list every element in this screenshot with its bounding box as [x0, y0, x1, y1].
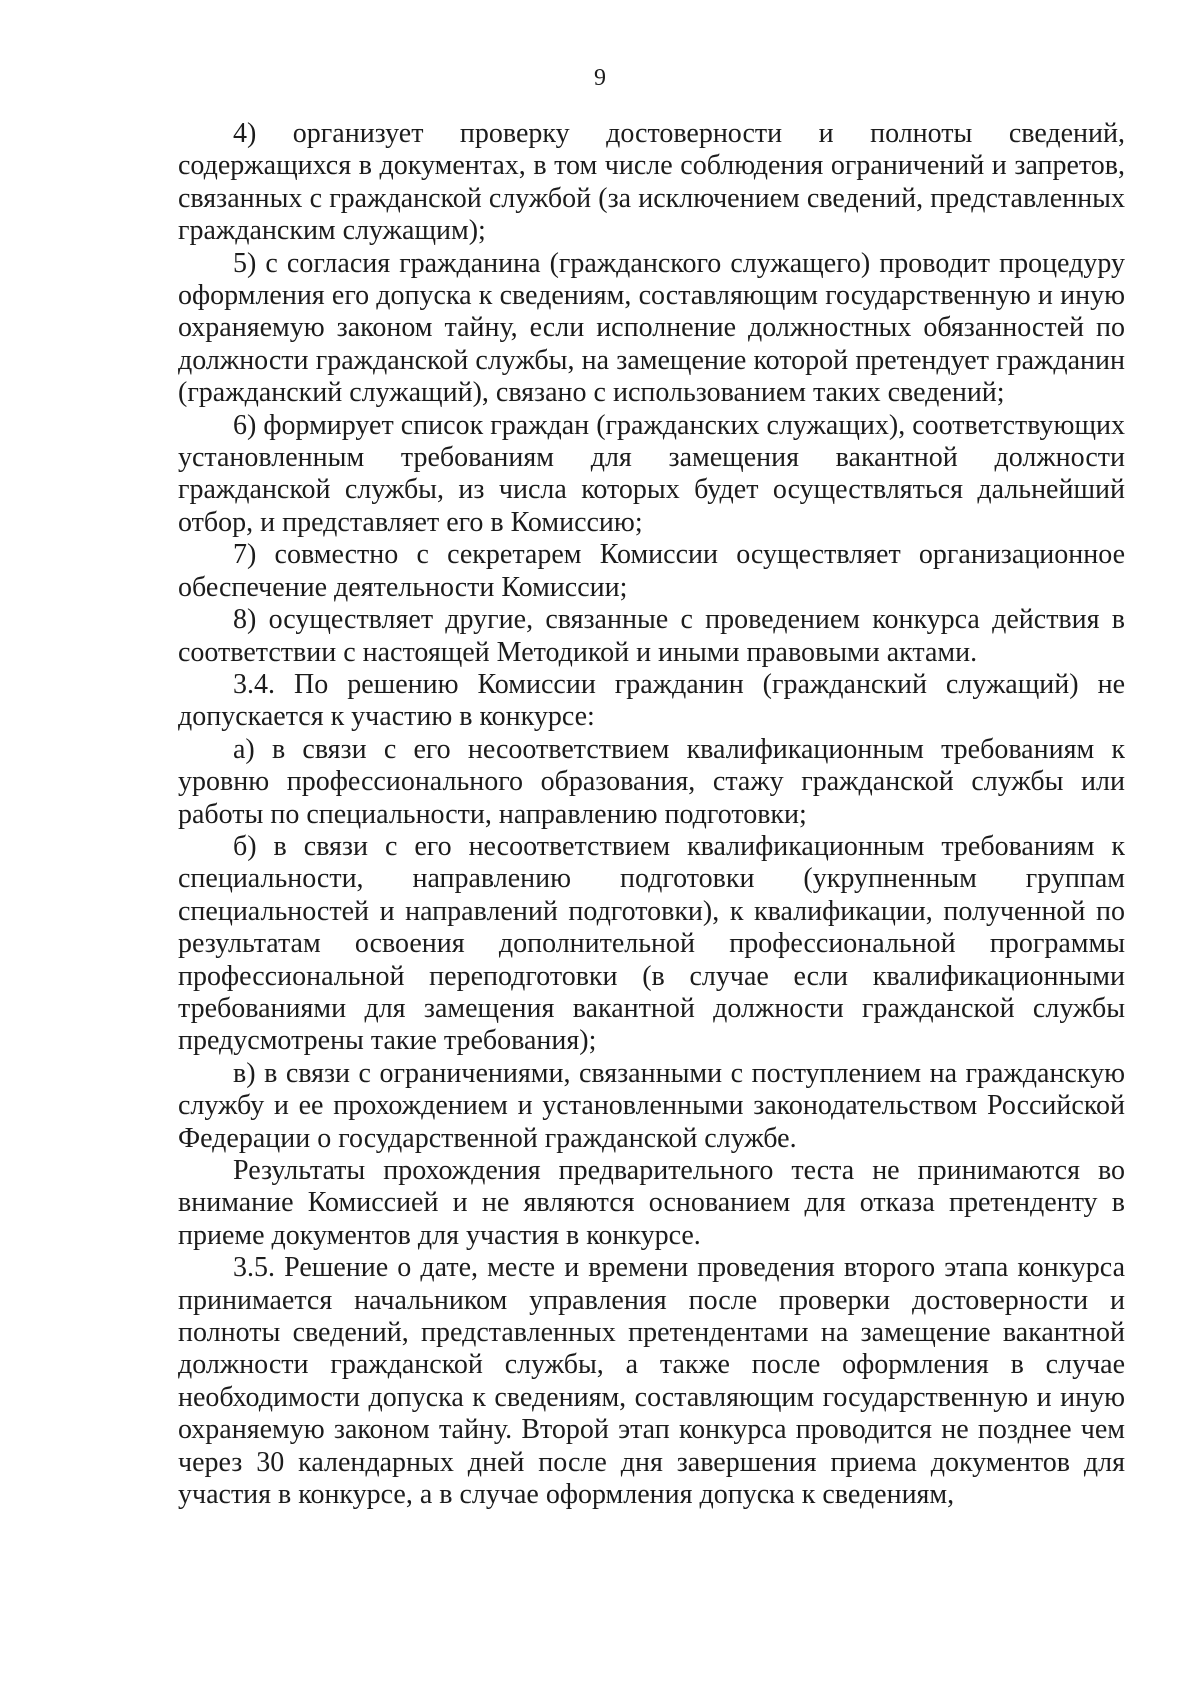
paragraph-item-7: 7) совместно с секретарем Комиссии осуществляет организационное обеспечение деятельности Комиссии; — [178, 539, 1125, 603]
paragraph-test-results: Результаты прохождения предварительного теста не принимаются во внимание Комиссией и не являются основанием для отказа претенденту в приеме документов для участия в конкурсе. — [178, 1155, 1125, 1251]
page-number: 9 — [594, 65, 606, 91]
paragraph-section-3-5: 3.5. Решение о дате, месте и времени проведения второго этапа конкурса принимается начальником управления после проверки достоверности и полноты сведений, представленных претендентами на замещение вакантной должности гражданской службы, а также после оформления в случае необходимости допуска к сведениям, составляющим государственную и иную охраняемую законом тайну. Второй этап конкурса проводится не позднее чем через 30 календарных дней после дня завершения приема документов для участия в конкурсе, а в случае оформления допуска к сведениям, — [178, 1252, 1125, 1511]
paragraph-subitem-v: в) в связи с ограничениями, связанными с поступлением на гражданскую службу и ее прохождением и установленными законодательством Российской Федерации о государственной гражданской службе. — [178, 1057, 1125, 1154]
document-body — [178, 118, 1125, 1511]
paragraph-subitem-b: б) в связи с его несоответствием квалификационным требованиям к специальности, направлению подготовки (укрупненным группам специальностей и направлений подготовки), к квалификации, полученной по результатам освоения дополнительной профессиональной программы профессиональной переподготовки (в случае если квалификационными требованиями для замещения вакантной должности гражданской службы предусмотрены такие требования); — [178, 830, 1125, 1057]
paragraph-item-5: 5) с согласия гражданина (гражданского служащего) проводит процедуру оформления его допуска к сведениям, составляющим государственную и иную охраняемую законом тайну, если исполнение должностных обязанностей по должности гражданской службы, на замещение которой претендует гражданин (гражданский служащий), связано с использованием таких сведений; — [178, 247, 1125, 409]
paragraph-item-8: 8) осуществляет другие, связанные с проведением конкурса действия в соответствии с настоящей Методикой и иными правовыми актами. — [178, 604, 1125, 668]
paragraph-item-6: 6) формирует список граждан (гражданских служащих), соответствующих установленным требованиям для замещения вакантной должности гражданской службы, из числа которых будет осуществляться дальнейший отбор, и представляет его в Комиссию; — [178, 409, 1125, 538]
paragraph-section-3-4: 3.4. По решению Комиссии гражданин (гражданский служащий) не допускается к участию в конкурсе: — [178, 668, 1125, 733]
paragraph-subitem-a: а) в связи с его несоответствием квалификационным требованиям к уровню профессионального образования, стажу гражданской службы или работы по специальности, направлению подготовки; — [178, 733, 1125, 830]
paragraph-item-4: 4) организует проверку достоверности и полноты сведений, содержащихся в документах, в том числе соблюдения ограничений и запретов, связанных с гражданской службой (за исключением сведений, представленных гражданским служащим); — [178, 118, 1125, 247]
